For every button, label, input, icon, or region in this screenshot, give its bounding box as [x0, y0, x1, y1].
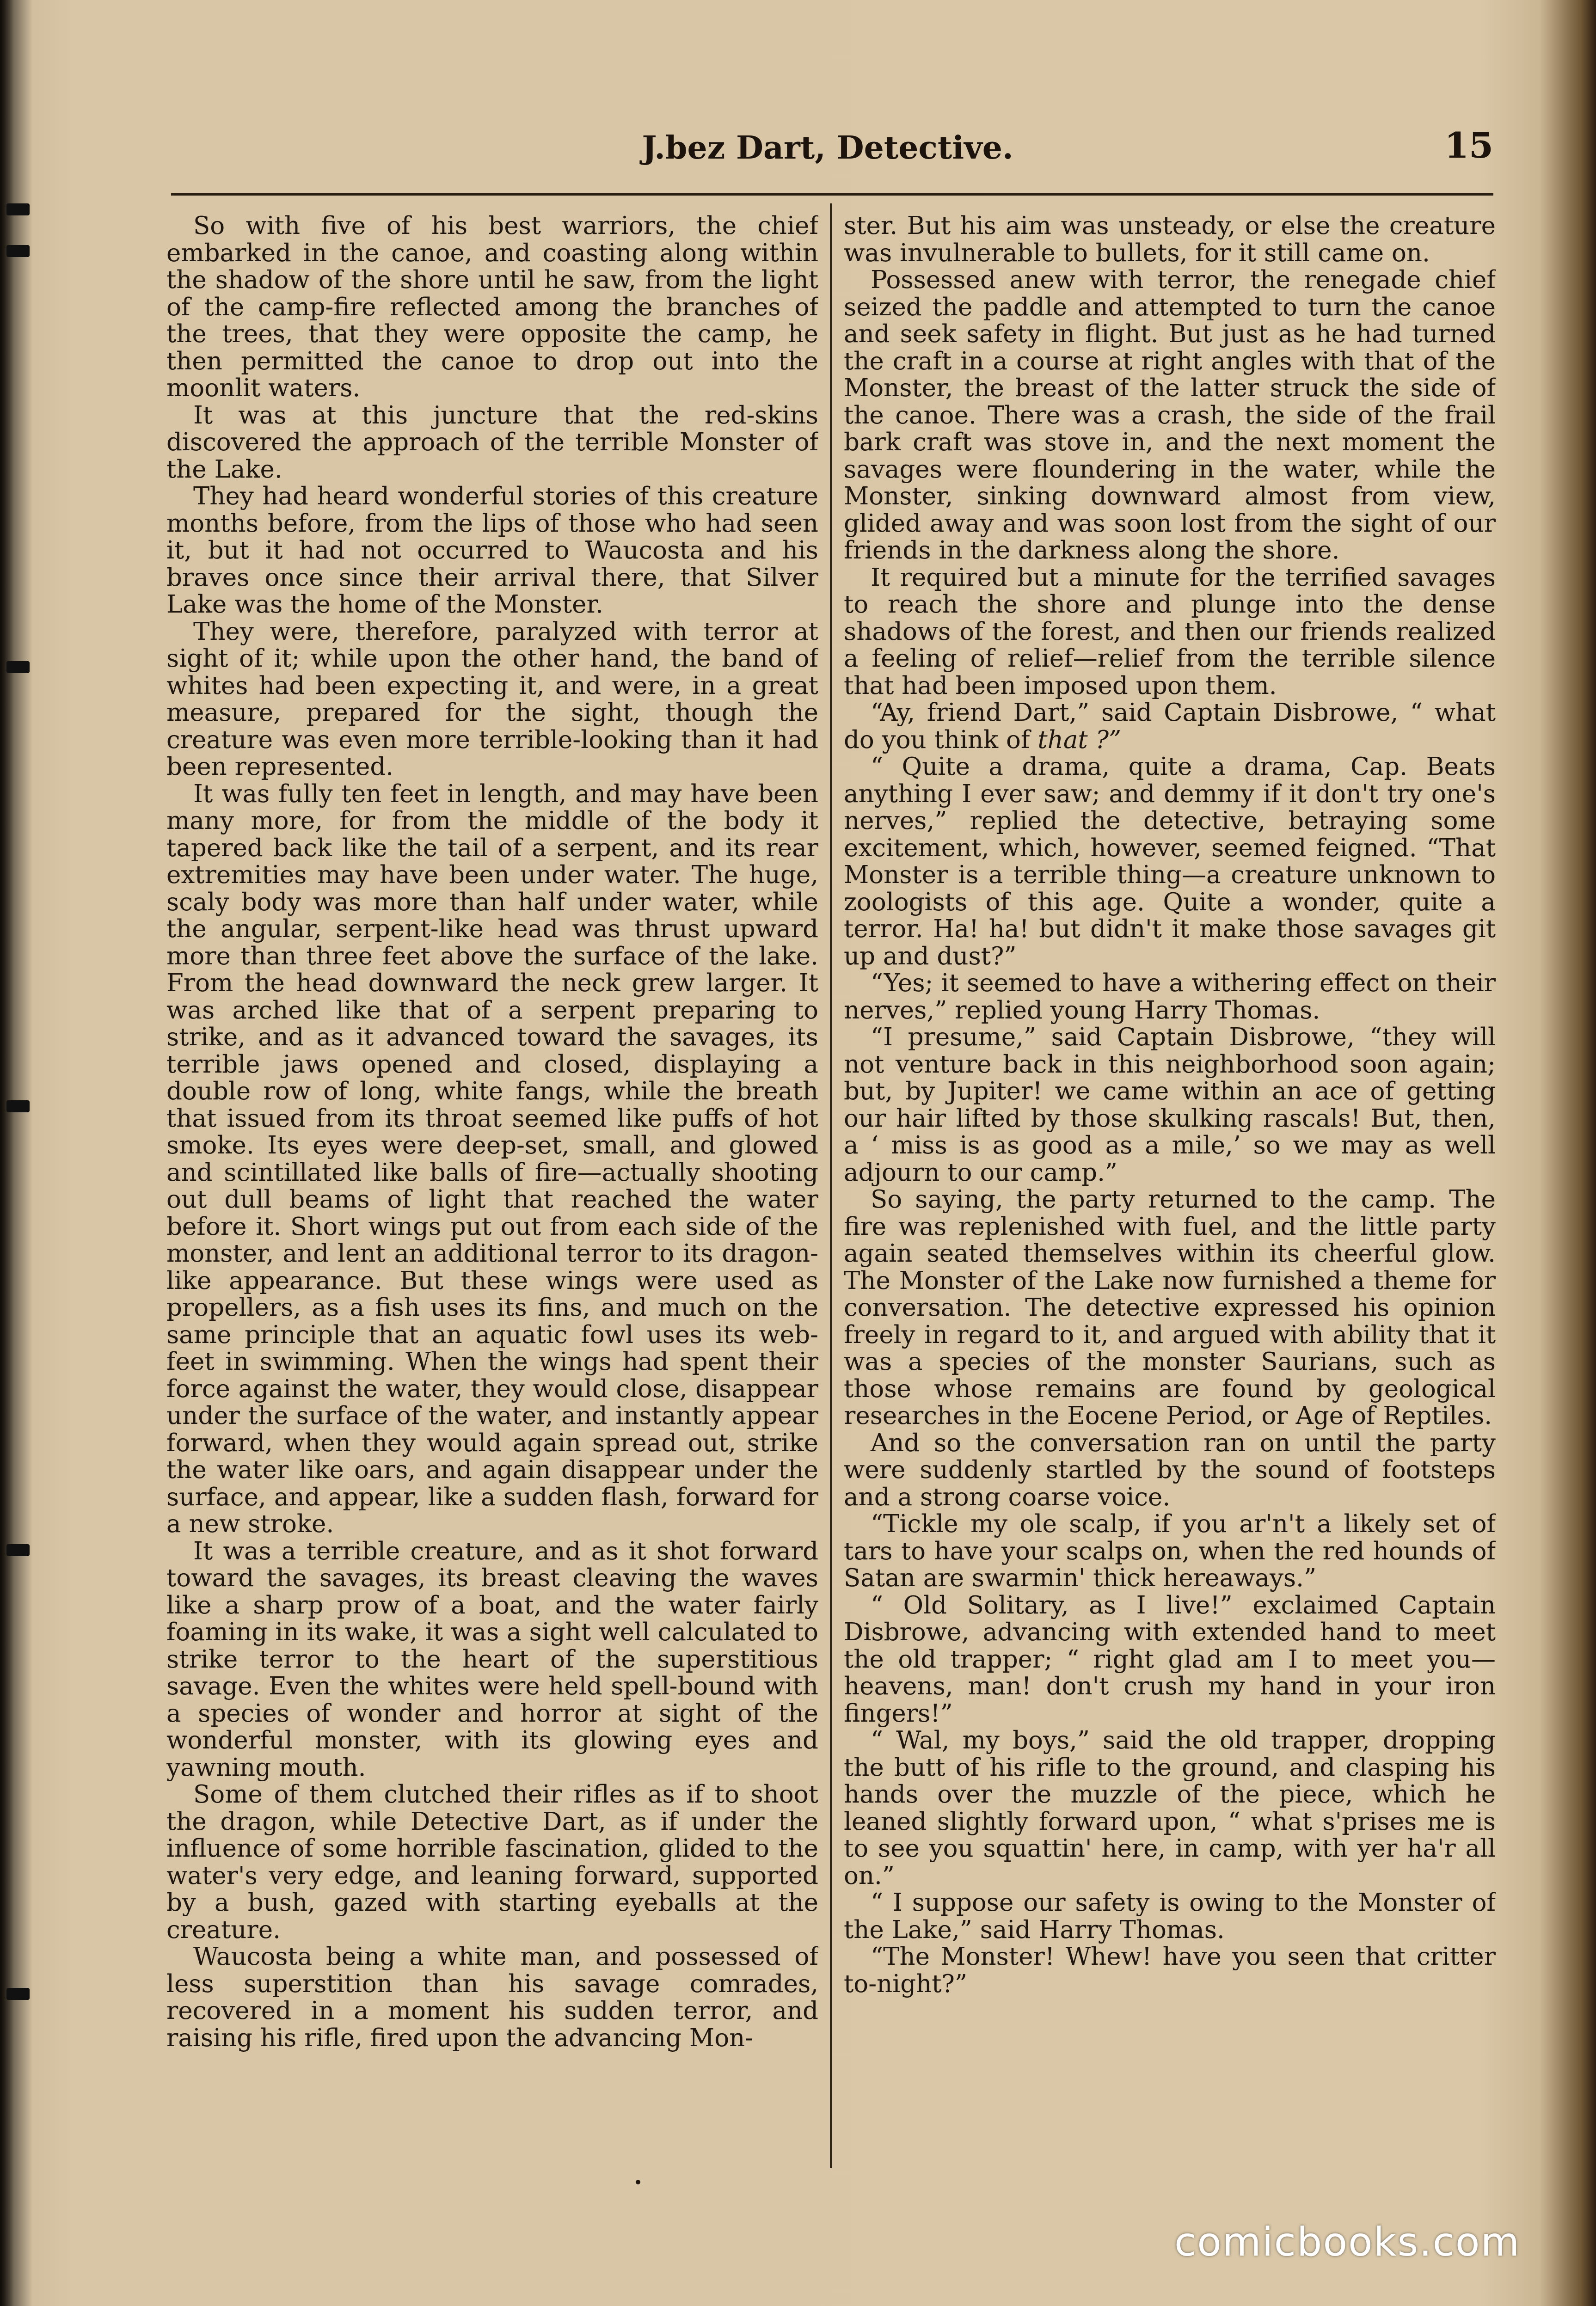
paragraph: They had heard wonderful stories of this creature months before, from the lips of those who had seen it, but it had not occurred to Waucosta and his braves once since their arrival there, that Silver Lake was the home of the Monster.	[166, 482, 818, 619]
paragraph: It was fully ten feet in length, and may have been many more, for from the middle of the body it tapered back like the tail of a serpent, and its rear extremities may have been under water. The huge, scaly body was more than half under water, while the angular, serpent-like head was thrust upward more than three feet above the surface of the lake. From the head downward the neck grew larger. It was arched like that of a serpent preparing to strike, and as it advanced toward the savages, its terrible jaws opened and closed, displaying a double row of long, white fangs, while the breath that issued from its throat seemed like puffs of hot smoke. Its eyes were deep-set, small, and glowed and scintillated like balls of fire—actually shooting out dull beams of light that reached the water before it. Short wings put out from each side of the monster, and lent an additional terror to its dragon-like appearance. But these wings were used as propellers, as a fish uses its fins, and much on the same principle that an aquatic fowl uses its web-feet in swimming. When the wings had spent their force against the water, they would close, disappear under the surface of the water, and instantly appear forward, when they would again spread out, strike the water like oars, and again disappear under the surface, and appear, like a sudden flash, forward for a new stroke.	[166, 779, 818, 1538]
binding-stitch	[6, 1988, 30, 2000]
paragraph: ster. But his aim was unsteady, or else the creature was invulnerable to bullets, for it still came on.	[844, 213, 1496, 267]
page-header	[162, 125, 1493, 176]
paragraph: It required but a minute for the terrified savages to reach the shore and plunge into the dense shadows of the forest, and then our friends realized a feeling of relief—relief from the terrible silence that had been imposed upon them.	[844, 563, 1496, 700]
paragraph: So saying, the party returned to the camp. The fire was replenished with fuel, and the little party again seated themselves within its cheerful glow. The Monster of the Lake now furnished a theme for conversation. The detective expressed his opinion freely in regard to it, and argued with ability that it was a species of the monster Saurians, such as those whose remains are found by geological researches in the Eocene Period, or Age of Reptiles.	[844, 1185, 1496, 1430]
printer-mark	[636, 2180, 640, 2184]
binding-stitch	[6, 1544, 30, 1556]
binding-stitch	[6, 661, 30, 673]
site-watermark: comicbooks.com	[1174, 2219, 1521, 2265]
paragraph: “ Old Solitary, as I live!” exclaimed Captain Disbrowe, advancing with extended hand to meet the old trapper; “ right glad am I to meet you—heavens, man! don't crush my hand in your iron fingers!”	[844, 1591, 1496, 1728]
paragraph: “Yes; it seemed to have a withering effect on their nerves,” replied young Harry Thomas.	[844, 969, 1496, 1024]
header-rule	[171, 193, 1493, 196]
paragraph: “ I suppose our safety is owing to the Monster of the Lake,” said Harry Thomas.	[844, 1889, 1496, 1944]
binding-gutter-shadow	[0, 0, 32, 2306]
paragraph: It was a terrible creature, and as it shot forward toward the savages, its breast cleaving the waves like a sharp prow of a boat, and the water fairly foaming in its wake, it was a sight well calculated to strike terror to the heart of the superstitious savage. Even the whites were held spell-bound with a species of wonder and horror at sight of the wonderful monster, with its glowing eyes and yawning mouth.	[166, 1537, 818, 1782]
binding-stitch	[6, 1100, 30, 1112]
paragraph: And so the conversation ran on until the party were suddenly startled by the sound of footsteps and a strong coarse voice.	[844, 1429, 1496, 1511]
page-number: 15	[1444, 125, 1493, 166]
paragraph-with-italic	[844, 699, 1496, 754]
paragraph: So with five of his best warriors, the chief embarked in the canoe, and coasting along within the shadow of the shore until he saw, from the light of the camp-fire reflected among the branches of the trees, that they were opposite the camp, he then permitted the canoe to drop out into the moonlit waters.	[166, 213, 818, 402]
italic-word: that ?”	[1037, 725, 1122, 754]
paragraph: Some of them clutched their rifles as if to shoot the dragon, while Detective Dart, as if under the influence of some horrible fascination, glided to the water's very edge, and leaning forward, supported by a bush, gazed with starting eyeballs at the creature.	[166, 1780, 818, 1944]
right-column	[844, 213, 1496, 2173]
binding-stitch	[6, 203, 30, 215]
paragraph: Possessed anew with terror, the renegade chief seized the paddle and attempted to turn the canoe and seek safety in flight. But just as he had turned the craft in a course at right angles with that of the Monster, the breast of the latter struck the side of the canoe. There was a crash, the side of the frail bark craft was stove in, and the next moment the savages were floundering in the water, while the Monster, sinking downward almost from view, glided away and was soon lost from the sight of our friends in the darkness along the shore.	[844, 266, 1496, 564]
paragraph-text: “Ay, friend Dart,” said Captain Disbrowe, “ what do you think of	[844, 699, 1496, 754]
paragraph: “ Quite a drama, quite a drama, Cap. Beats anything I ever saw; and demmy if it don't try one's nerves,” replied the detective, betraying some excitement, which, however, seemed feigned. “That Monster is a terrible thing—a creature unknown to zoologists of this age. Quite a wonder, quite a terror. Ha! ha! but didn't it make those savages git up and dust?”	[844, 753, 1496, 970]
paragraph: “The Monster! Whew! have you seen that critter to-night?”	[844, 1943, 1496, 1998]
paragraph: “Tickle my ole scalp, if you ar'n't a likely set of tars to have your scalps on, when the red hounds of Satan are swarmin' thick hereaways.”	[844, 1510, 1496, 1592]
paragraph: It was at this juncture that the red-skins discovered the approach of the terrible Monster of the Lake.	[166, 401, 818, 484]
running-head: J.bez Dart, Detective.	[642, 129, 1013, 166]
paragraph: They were, therefore, paralyzed with terror at sight of it; while upon the other hand, the band of whites had been expecting it, and were, in a great measure, prepared for the sight, though the creature was even more terrible-looking than it had been represented.	[166, 617, 818, 781]
binding-stitch	[6, 245, 30, 257]
paragraph: “ Wal, my boys,” said the old trapper, dropping the butt of his rifle to the ground, and clasping his hands over the muzzle of the piece, which he leaned slightly forward upon, “ what s'prises me is to see you squattin' here, in camp, with yer ha'r all on.”	[844, 1726, 1496, 1890]
column-divider	[830, 203, 832, 2168]
paragraph: Waucosta being a white man, and possessed of less superstition than his savage comrades, recovered in a moment his sudden terror, and raising his rifle, fired upon the advancing Mon-	[166, 1943, 818, 2052]
left-column	[166, 213, 818, 2173]
paragraph: “I presume,” said Captain Disbrowe, “they will not venture back in this neighborhood soon again; but, by Jupiter! we came within an ace of getting our hair lifted by those skulking rascals! But, then, a ‘ miss is as good as a mile,’ so we may as well adjourn to our camp.”	[844, 1023, 1496, 1187]
